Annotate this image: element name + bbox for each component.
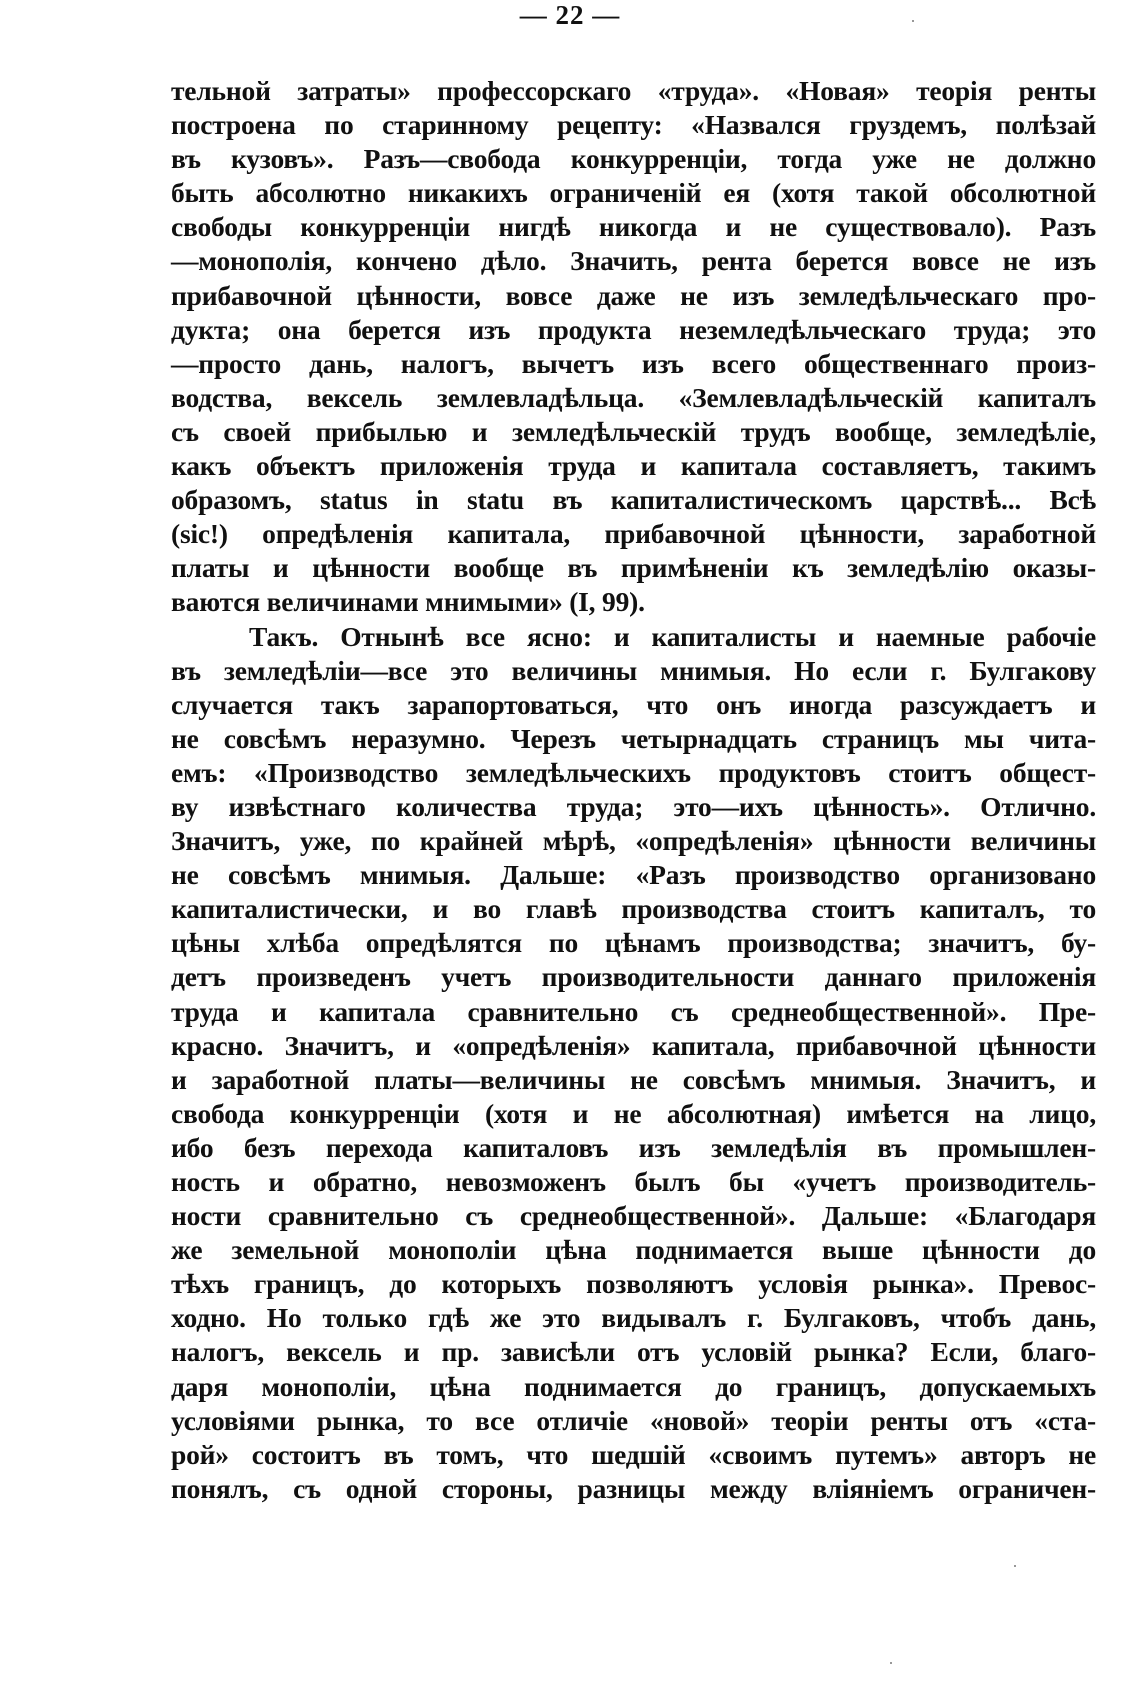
text-line: не совсѣмъ мнимыя. Дальше: «Разъ производство организовано <box>171 859 1096 891</box>
text-line: въ земледѣліи—все это величины мнимыя. Но если г. Булгакову <box>171 654 1096 686</box>
text-line: (sic!) опредѣленія капитала, прибавочной цѣнности, заработной <box>171 518 1096 550</box>
text-line: налогъ, вексель и пр. зависѣли отъ условій рынка? Если, благо- <box>171 1336 1096 1368</box>
text-line: свобода конкурренціи (хотя и не абсолютная) имѣется на лицо, <box>171 1097 1096 1129</box>
text-line: построена по старинному рецепту: «Назвался груздемъ, полѣзай <box>171 109 1096 141</box>
text-line: ность и обратно, невозможенъ былъ бы «учетъ производитель- <box>171 1166 1096 1197</box>
text-line: какъ объектъ приложенія труда и капитала составляетъ, такимъ <box>171 450 1096 482</box>
text-line: случается такъ зарапортоваться, что онъ иногда разсуждаетъ и <box>171 688 1096 720</box>
text-line: ности сравнительно съ среднеобщественной». Дальше: «Благодаря <box>171 1200 1096 1232</box>
print-speck <box>1014 1565 1016 1567</box>
text-line: емъ: «Производство земледѣльческихъ продуктовъ стоитъ общест- <box>171 756 1096 788</box>
text-line: не совсѣмъ неразумно. Черезъ четырнадцать страницъ мы чита- <box>171 722 1096 754</box>
page-number: — 22 — <box>519 0 621 30</box>
text-line: Такъ. Отнынѣ все ясно: и капиталисты и наемные рабочіе <box>249 620 1096 652</box>
paragraph-1 <box>171 74 1096 620</box>
text-line: платы и цѣнности вообще въ примѣненіи къ земледѣлію оказы- <box>171 552 1096 584</box>
text-line: —монополія, кончено дѣло. Значить, рента берется вовсе не изъ <box>171 245 1096 277</box>
text-line: ву извѣстнаго количества труда; это—ихъ цѣнность». Отлично. <box>171 790 1096 822</box>
text-line: же земельной монополіи цѣна поднимается выше цѣнности до <box>171 1234 1096 1266</box>
print-speck <box>890 1662 892 1664</box>
text-line: ибо безъ перехода капиталовъ изъ земледѣлія въ промышлен- <box>171 1131 1096 1163</box>
text-line: понялъ, съ одной стороны, разницы между вліяніемъ ограничен- <box>171 1472 1096 1504</box>
text-line: труда и капитала сравнительно съ среднеобщественной». Пре- <box>171 995 1096 1027</box>
text-line: рой» состоитъ въ томъ, что шедшій «своимъ путемъ» авторъ не <box>171 1438 1096 1470</box>
text-line: и заработной платы—величины не совсѣмъ мнимыя. Значитъ, и <box>171 1063 1096 1095</box>
text-line: —просто дань, налогъ, вычетъ изъ всего общественнаго произ- <box>171 347 1096 379</box>
text-line: прибавочной цѣнности, вовсе даже не изъ земледѣльческаго про- <box>171 279 1096 311</box>
text-line: быть абсолютно никакихъ ограниченій ея (хотя такой обсолютной <box>171 177 1096 209</box>
text-line: красно. Значитъ, и «опредѣленія» капитала, прибавочной цѣнности <box>171 1029 1096 1061</box>
text-line: тельной затраты» профессорскаго «труда». «Новая» теорія ренты <box>171 75 1096 106</box>
text-line: ваются величинами мнимыми» (I, 99). <box>171 586 645 618</box>
text-line: въ кузовъ». Разъ—свобода конкурренціи, тогда уже не должно <box>171 143 1096 175</box>
text-line: капиталистически, и во главѣ производства стоитъ капиталъ, то <box>171 893 1096 925</box>
body-text <box>171 74 1096 1506</box>
text-line: Значитъ, уже, по крайней мѣрѣ, «опредѣленія» цѣнности величины <box>171 825 1096 857</box>
text-line: свободы конкурренціи нигдѣ никогда и не существовало). Разъ <box>171 211 1096 243</box>
text-line: детъ произведенъ учетъ производительности даннаго приложенія <box>171 961 1096 993</box>
text-line: цѣны хлѣба опредѣлятся по цѣнамъ производства; значитъ, бу- <box>171 927 1096 959</box>
paragraph-2 <box>171 620 1096 1506</box>
print-speck <box>912 20 914 22</box>
text-line: ходно. Но только гдѣ же это видывалъ г. Булгаковъ, чтобъ дань, <box>171 1302 1096 1334</box>
text-line: дукта; она берется изъ продукта неземледѣльческаго труда; это <box>171 313 1096 345</box>
text-line: условіями рынка, то все отличіе «новой» теоріи ренты отъ «ста- <box>171 1404 1096 1436</box>
text-line: тѣхъ границъ, до которыхъ позволяютъ условія рынка». Превос- <box>171 1268 1096 1300</box>
text-line: съ своей прибылью и земледѣльческій трудъ вообще, земледѣліе, <box>171 415 1096 447</box>
text-line: даря монополіи, цѣна поднимается до границъ, допускаемыхъ <box>171 1370 1096 1402</box>
text-line: образомъ, status in statu въ капиталистическомъ царствѣ... Всѣ <box>171 484 1096 516</box>
text-line: водства, вексель землевладѣльца. «Землевладѣльческій капиталъ <box>171 381 1096 413</box>
